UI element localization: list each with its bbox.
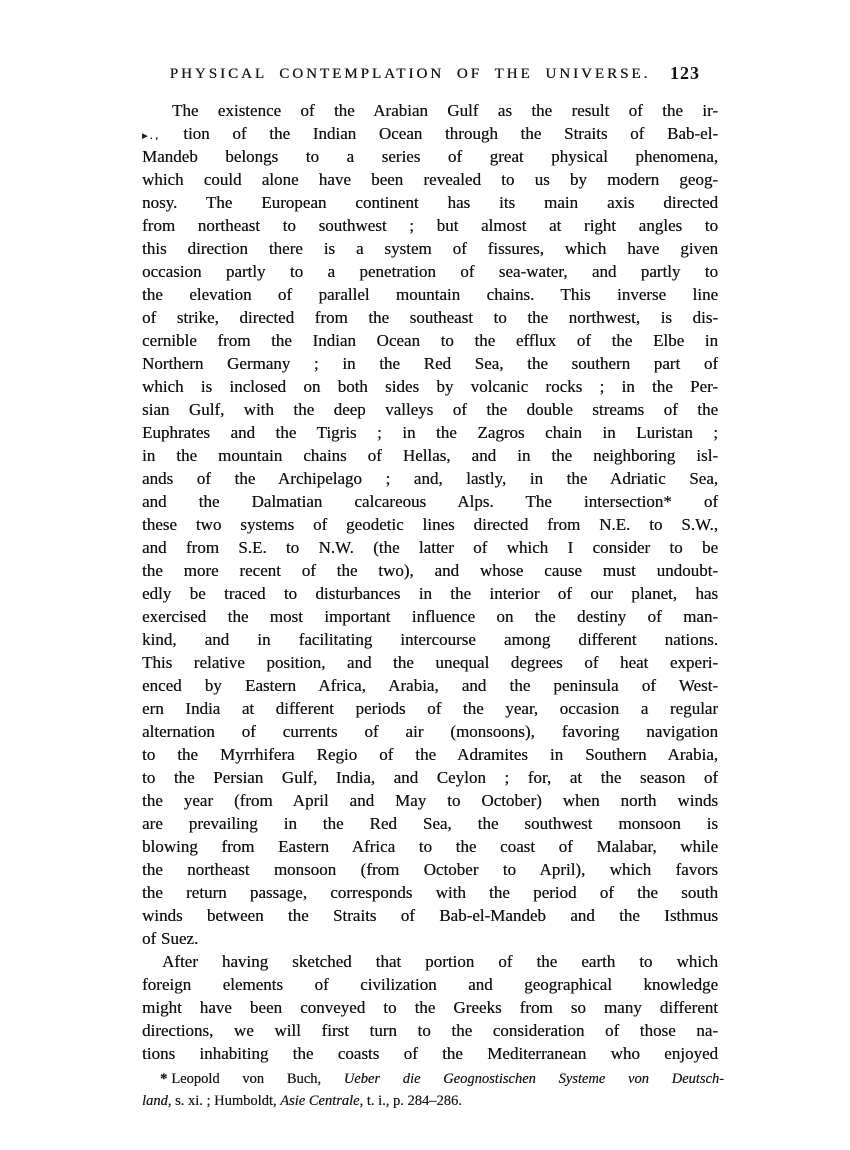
text-line: the elevation of parallel mountain chains. This inverse line [142, 285, 718, 304]
text-line: After having sketched that portion of the earth to which [162, 952, 718, 971]
text-line: enced by Eastern Africa, Arabia, and the peninsula of West- [142, 676, 718, 695]
text-line: which is inclosed on both sides by volcanic rocks ; in the Per- [142, 377, 718, 396]
text-line: kind, and in facilitating intercourse among different nations. [142, 630, 718, 649]
text-line: winds between the Straits of Bab-el-Mandeb and the Isthmus [142, 906, 718, 925]
text-line: this direction there is a system of fissures, which have given [142, 239, 718, 258]
footnote-citation-roman: , s. xi. ; Humboldt, [167, 1093, 281, 1109]
page-number: 123 [670, 63, 700, 83]
footnote-citation-roman-end: , t. i., p. 284–286. [359, 1093, 462, 1109]
text-line: might have been conveyed to the Greeks from so many different [142, 998, 718, 1017]
text-line: to the Myrrhifera Regio of the Adramites in Southern Arabia, [142, 745, 718, 764]
text-line: of strike, directed from the southeast to the northwest, is dis- [142, 308, 718, 327]
text-line [142, 122, 718, 145]
text-line: these two systems of geodetic lines directed from N.E. to S.W., [142, 515, 718, 534]
footnote-citation-roman: Leopold von Buch, [171, 1071, 344, 1087]
text-line: and from S.E. to N.W. (the latter of which I consider to be [142, 538, 718, 557]
footnote-marker: * [160, 1071, 168, 1087]
text-line: This relative position, and the unequal degrees of heat experi- [142, 653, 718, 672]
footnote-line [142, 1090, 724, 1112]
text-line: alternation of currents of air (monsoons), favoring navigation [142, 722, 718, 741]
footnote [142, 1068, 724, 1112]
text-line: and the Dalmatian calcareous Alps. The intersection* of [142, 492, 718, 511]
text-line: are prevailing in the Red Sea, the southwest monsoon is [142, 814, 718, 833]
text-line: occasion partly to a penetration of sea-water, and partly to [142, 262, 718, 281]
text-line: the return passage, corresponds with the period of the south [142, 883, 718, 902]
text-line: edly be traced to disturbances in the interior of our planet, has [142, 584, 718, 603]
text-line: The existence of the Arabian Gulf as the result of the ir- [172, 101, 718, 120]
text-line: which could alone have been revealed to us by modern geog- [142, 170, 718, 189]
text-line: ern India at different periods of the year, occasion a regular [142, 699, 718, 718]
footnote-line [142, 1068, 724, 1090]
footnote-title-italic-2: Asie Centrale [280, 1093, 360, 1109]
text-line: Euphrates and the Tigris ; in the Zagros chain in Luristan ; [142, 423, 718, 442]
text-line: blowing from Eastern Africa to the coast of Malabar, while [142, 837, 718, 856]
text-line: sian Gulf, with the deep valleys of the double streams of the [142, 400, 718, 419]
text-line: Mandeb belongs to a series of great physical phenomena, [142, 147, 718, 166]
text-line: the northeast monsoon (from October to April), which favors [142, 860, 718, 879]
damaged-type-mark: ▸., [142, 129, 161, 142]
text-line: of Suez. [142, 929, 199, 948]
text-line: tions inhabiting the coasts of the Mediterranean who enjoyed [142, 1044, 718, 1063]
text-line-fragment: tion of the Indian Ocean through the Straits of Bab-el- [183, 124, 718, 143]
running-header-title: PHYSICAL CONTEMPLATION OF THE UNIVERSE. [169, 66, 651, 82]
footnote-title-italic: Ueber die Geognostischen Systeme von Deutsch- [343, 1071, 724, 1087]
footnote-title-italic-continued: land [142, 1093, 168, 1109]
text-line: the more recent of the two), and whose cause must undoubt- [142, 561, 718, 580]
text-line: exercised the most important influence on the destiny of man- [142, 607, 718, 626]
text-line: the year (from April and May to October) when north winds [142, 791, 718, 810]
text-line: foreign elements of civilization and geographical knowledge [142, 975, 718, 994]
text-line: nosy. The European continent has its main axis directed [142, 193, 718, 212]
text-line: directions, we will first turn to the consideration of those na- [142, 1021, 718, 1040]
text-line: to the Persian Gulf, India, and Ceylon ; for, at the season of [142, 768, 718, 787]
text-line: in the mountain chains of Hellas, and in the neighboring isl- [142, 446, 718, 465]
running-header [142, 63, 718, 88]
text-line: cernible from the Indian Ocean to the efflux of the Elbe in [142, 331, 718, 350]
text-line: Northern Germany ; in the Red Sea, the southern part of [142, 354, 718, 373]
text-line: ands of the Archipelago ; and, lastly, in the Adriatic Sea, [142, 469, 718, 488]
body-text [142, 99, 718, 1065]
text-line: from northeast to southwest ; but almost at right angles to [142, 216, 718, 235]
